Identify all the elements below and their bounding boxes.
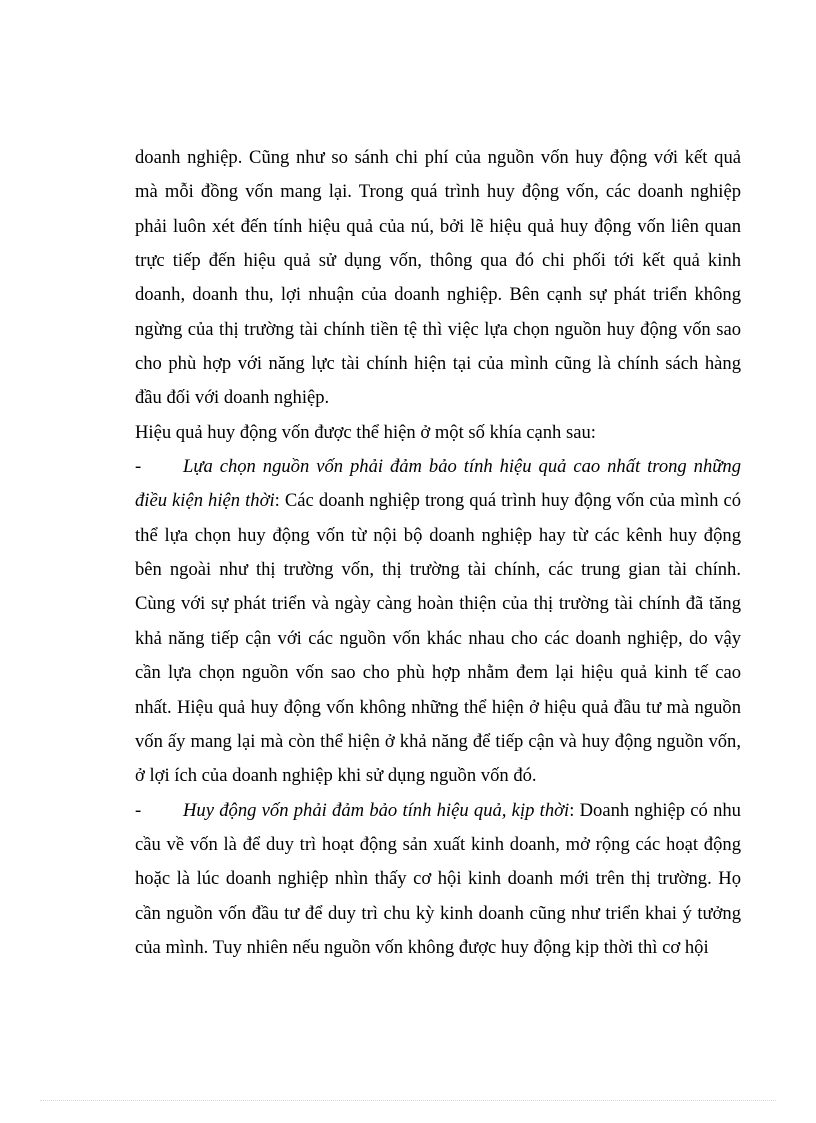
paragraph-line: doanh, doanh thu, lợi nhuận của doanh nghiệp. Bên cạnh sự phát triển không <box>135 284 741 306</box>
bullet-second-line <box>135 484 741 518</box>
paragraph-1 <box>135 141 741 416</box>
bullet-line: cần lựa chọn nguồn vốn sao cho phù hợp nhằm đem lại hiệu quả kinh tế cao <box>135 662 741 684</box>
bullet-line: thể lựa chọn huy động vốn từ nội bộ doanh nghiệp hay từ các kênh huy động <box>135 524 741 546</box>
bullet-line: Cùng với sự phát triển và ngày càng hoàn thiện của thị trường tài chính đã tăng <box>135 593 741 615</box>
bullet-line: của mình. Tuy nhiên nếu nguồn vốn không được huy động kịp thời thì cơ hội <box>135 936 709 958</box>
bullet-line: cầu về vốn là để duy trì hoạt động sản xuất kinh doanh, mở rộng các hoạt động <box>135 833 741 855</box>
paragraph-line: cho phù hợp với năng lực tài chính hiện tại của mình cũng là chính sách hàng <box>135 353 741 375</box>
bullet-first-line <box>135 794 741 828</box>
paragraph-line: đầu đối với doanh nghiệp. <box>135 387 330 409</box>
intro-line: Hiệu quả huy động vốn được thể hiện ở một số khía cạnh sau: <box>135 421 596 443</box>
bullet-first-line <box>135 450 741 484</box>
paragraph-line: phải luôn xét đến tính hiệu quả của nú, bởi lẽ hiệu quả huy động vốn liên quan <box>135 215 741 237</box>
bullet-line: nhất. Hiệu quả huy động vốn không những thể hiện ở hiệu quả đầu tư mà nguồn <box>135 696 741 718</box>
bullet-line: khả năng tiếp cận với các nguồn vốn khác nhau cho các doanh nghiệp, do vậy <box>135 627 741 649</box>
bullet-heading-cont: điều kiện hiện thời <box>135 490 275 512</box>
paragraph-line: mà mỗi đồng vốn mang lại. Trong quá trình huy động vốn, các doanh nghiệp <box>135 181 741 203</box>
page-bottom-rule <box>40 1100 776 1101</box>
bullet-heading: Lựa chọn nguồn vốn phải đảm bảo tính hiệu quả cao nhất trong những <box>183 456 741 478</box>
document-page <box>135 141 741 965</box>
bullet-text: : Các doanh nghiệp trong quá trình huy động vốn của mình có <box>274 490 741 512</box>
bullet-line: vốn ấy mang lại mà còn thể hiện ở khả năng để tiếp cận và huy động nguồn vốn, <box>135 730 741 752</box>
bullet-marker: - <box>135 456 142 478</box>
bullet-line: ở lợi ích của doanh nghiệp khi sử dụng nguồn vốn đó. <box>135 765 537 787</box>
paragraph-line: ngừng của thị trường tài chính tiền tệ thì việc lựa chọn nguồn huy động vốn sao <box>135 318 741 340</box>
bullet-item-2 <box>135 794 741 966</box>
bullet-marker: - <box>135 799 142 821</box>
bullet-line: cần nguồn vốn đầu tư để duy trì chu kỳ kinh doanh cũng như triển khai ý tưởng <box>135 902 741 924</box>
paragraph-line: doanh nghiệp. Cũng như so sánh chi phí của nguồn vốn huy động với kết quả <box>135 147 741 168</box>
bullet-text: : Doanh nghiệp có nhu <box>569 799 741 821</box>
bullet-line: hoặc là lúc doanh nghiệp nhìn thấy cơ hội kinh doanh mới trên thị trường. Họ <box>135 868 741 890</box>
bullet-line: bên ngoài như thị trường vốn, thị trường tài chính, các trung gian tài chính. <box>135 559 741 581</box>
bullet-item-1 <box>135 450 741 793</box>
bullet-heading: Huy động vốn phải đảm bảo tính hiệu quả, kịp thời <box>183 799 570 821</box>
paragraph-line: trực tiếp đến hiệu quả sử dụng vốn, thông qua đó chi phối tới kết quả kinh <box>135 250 741 272</box>
